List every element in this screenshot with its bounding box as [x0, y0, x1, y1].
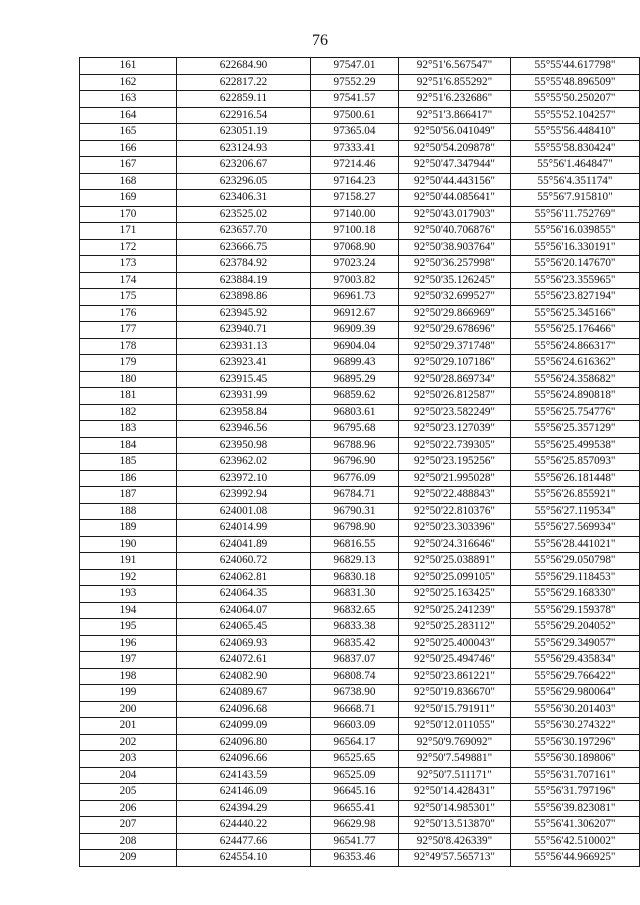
point-number-cell: 178	[80, 338, 177, 355]
x-coordinate-cell: 624146.09	[177, 784, 311, 801]
latitude-cell: 55°56'44.966925"	[511, 850, 640, 867]
y-coordinate-cell: 96629.98	[311, 817, 399, 834]
y-coordinate-cell: 96816.55	[311, 536, 399, 553]
y-coordinate-cell: 96603.09	[311, 718, 399, 735]
x-coordinate-cell: 623206.67	[177, 157, 311, 174]
y-coordinate-cell: 97333.41	[311, 140, 399, 157]
y-coordinate-cell: 96832.65	[311, 602, 399, 619]
table-row	[80, 784, 640, 801]
x-coordinate-cell: 623992.94	[177, 487, 311, 504]
point-number-cell: 181	[80, 388, 177, 405]
y-coordinate-cell: 96784.71	[311, 487, 399, 504]
latitude-cell: 55°56'24.616362"	[511, 355, 640, 372]
x-coordinate-cell: 623950.98	[177, 437, 311, 454]
longitude-cell: 92°50'54.209878"	[399, 140, 511, 157]
x-coordinate-cell: 624394.29	[177, 800, 311, 817]
point-number-cell: 206	[80, 800, 177, 817]
longitude-cell: 92°50'23.861221"	[399, 668, 511, 685]
point-number-cell: 176	[80, 305, 177, 322]
latitude-cell: 55°56'26.181448"	[511, 470, 640, 487]
longitude-cell: 92°50'38.903764"	[399, 239, 511, 256]
table-row	[80, 454, 640, 471]
point-number-cell: 189	[80, 520, 177, 537]
table-row	[80, 833, 640, 850]
latitude-cell: 55°56'25.499538"	[511, 437, 640, 454]
longitude-cell: 92°50'22.810376"	[399, 503, 511, 520]
longitude-cell: 92°50'13.513870"	[399, 817, 511, 834]
latitude-cell: 55°55'58.830424"	[511, 140, 640, 157]
point-number-cell: 179	[80, 355, 177, 372]
longitude-cell: 92°50'19.836670"	[399, 685, 511, 702]
longitude-cell: 92°50'15.791911"	[399, 701, 511, 718]
table-row	[80, 305, 640, 322]
x-coordinate-cell: 623946.56	[177, 421, 311, 438]
latitude-cell: 55°56'16.039855"	[511, 223, 640, 240]
longitude-cell: 92°50'24.316646"	[399, 536, 511, 553]
longitude-cell: 92°50'14.428431"	[399, 784, 511, 801]
longitude-cell: 92°51'6.855292"	[399, 74, 511, 91]
x-coordinate-cell: 624440.22	[177, 817, 311, 834]
y-coordinate-cell: 96790.31	[311, 503, 399, 520]
point-number-cell: 177	[80, 322, 177, 339]
x-coordinate-cell: 623525.02	[177, 206, 311, 223]
table-row	[80, 404, 640, 421]
x-coordinate-cell: 624001.08	[177, 503, 311, 520]
point-number-cell: 203	[80, 751, 177, 768]
x-coordinate-cell: 624554.10	[177, 850, 311, 867]
latitude-cell: 55°56'7.915810"	[511, 190, 640, 207]
table-row	[80, 569, 640, 586]
x-coordinate-cell: 624096.66	[177, 751, 311, 768]
table-row	[80, 586, 640, 603]
table-row	[80, 602, 640, 619]
x-coordinate-cell: 623296.05	[177, 173, 311, 190]
x-coordinate-cell: 624065.45	[177, 619, 311, 636]
point-number-cell: 182	[80, 404, 177, 421]
y-coordinate-cell: 96353.46	[311, 850, 399, 867]
latitude-cell: 55°56'31.797196"	[511, 784, 640, 801]
y-coordinate-cell: 97068.90	[311, 239, 399, 256]
longitude-cell: 92°50'44.443156"	[399, 173, 511, 190]
point-number-cell: 164	[80, 107, 177, 124]
point-number-cell: 175	[80, 289, 177, 306]
longitude-cell: 92°50'29.107186"	[399, 355, 511, 372]
y-coordinate-cell: 96909.39	[311, 322, 399, 339]
table-row	[80, 239, 640, 256]
longitude-cell: 92°51'3.866417"	[399, 107, 511, 124]
table-row	[80, 190, 640, 207]
table-row	[80, 388, 640, 405]
latitude-cell: 55°55'44.617798"	[511, 58, 640, 75]
x-coordinate-cell: 624477.66	[177, 833, 311, 850]
y-coordinate-cell: 96904.04	[311, 338, 399, 355]
table-row	[80, 734, 640, 751]
coordinates-table-body	[80, 58, 640, 867]
y-coordinate-cell: 96776.09	[311, 470, 399, 487]
x-coordinate-cell: 623962.02	[177, 454, 311, 471]
table-row	[80, 223, 640, 240]
latitude-cell: 55°56'23.355965"	[511, 272, 640, 289]
latitude-cell: 55°56'27.569934"	[511, 520, 640, 537]
longitude-cell: 92°50'25.400043"	[399, 635, 511, 652]
x-coordinate-cell: 622916.54	[177, 107, 311, 124]
table-row	[80, 850, 640, 867]
longitude-cell: 92°50'44.085641"	[399, 190, 511, 207]
y-coordinate-cell: 96798.90	[311, 520, 399, 537]
point-number-cell: 198	[80, 668, 177, 685]
point-number-cell: 190	[80, 536, 177, 553]
point-number-cell: 200	[80, 701, 177, 718]
x-coordinate-cell: 624096.80	[177, 734, 311, 751]
y-coordinate-cell: 96835.42	[311, 635, 399, 652]
x-coordinate-cell: 624096.68	[177, 701, 311, 718]
latitude-cell: 55°56'25.345166"	[511, 305, 640, 322]
x-coordinate-cell: 623931.99	[177, 388, 311, 405]
y-coordinate-cell: 97500.61	[311, 107, 399, 124]
y-coordinate-cell: 96525.65	[311, 751, 399, 768]
table-row	[80, 503, 640, 520]
point-number-cell: 172	[80, 239, 177, 256]
longitude-cell: 92°50'22.739305"	[399, 437, 511, 454]
point-number-cell: 194	[80, 602, 177, 619]
longitude-cell: 92°50'7.511171"	[399, 767, 511, 784]
x-coordinate-cell: 623406.31	[177, 190, 311, 207]
latitude-cell: 55°56'29.168330"	[511, 586, 640, 603]
latitude-cell: 55°56'1.464847"	[511, 157, 640, 174]
table-row	[80, 718, 640, 735]
longitude-cell: 92°50'36.257998"	[399, 256, 511, 273]
table-row	[80, 619, 640, 636]
table-row	[80, 520, 640, 537]
point-number-cell: 186	[80, 470, 177, 487]
latitude-cell: 55°55'56.448410"	[511, 124, 640, 141]
table-row	[80, 206, 640, 223]
point-number-cell: 167	[80, 157, 177, 174]
table-row	[80, 322, 640, 339]
y-coordinate-cell: 97023.24	[311, 256, 399, 273]
longitude-cell: 92°50'25.494746"	[399, 652, 511, 669]
y-coordinate-cell: 96738.90	[311, 685, 399, 702]
y-coordinate-cell: 96808.74	[311, 668, 399, 685]
longitude-cell: 92°50'43.017903"	[399, 206, 511, 223]
y-coordinate-cell: 96829.13	[311, 553, 399, 570]
point-number-cell: 169	[80, 190, 177, 207]
latitude-cell: 55°56'41.306207"	[511, 817, 640, 834]
longitude-cell: 92°50'25.163425"	[399, 586, 511, 603]
x-coordinate-cell: 623124.93	[177, 140, 311, 157]
latitude-cell: 55°56'29.118453"	[511, 569, 640, 586]
point-number-cell: 204	[80, 767, 177, 784]
point-number-cell: 188	[80, 503, 177, 520]
latitude-cell: 55°56'30.189806"	[511, 751, 640, 768]
longitude-cell: 92°50'25.038891"	[399, 553, 511, 570]
latitude-cell: 55°56'39.823081"	[511, 800, 640, 817]
x-coordinate-cell: 624082.90	[177, 668, 311, 685]
point-number-cell: 209	[80, 850, 177, 867]
longitude-cell: 92°50'23.127039"	[399, 421, 511, 438]
table-row	[80, 751, 640, 768]
table-row	[80, 107, 640, 124]
x-coordinate-cell: 622684.90	[177, 58, 311, 75]
longitude-cell: 92°50'23.582249"	[399, 404, 511, 421]
y-coordinate-cell: 96788.96	[311, 437, 399, 454]
latitude-cell: 55°56'27.119534"	[511, 503, 640, 520]
longitude-cell: 92°50'26.812587"	[399, 388, 511, 405]
table-row	[80, 553, 640, 570]
y-coordinate-cell: 97214.46	[311, 157, 399, 174]
latitude-cell: 55°56'29.766422"	[511, 668, 640, 685]
y-coordinate-cell: 97140.00	[311, 206, 399, 223]
point-number-cell: 170	[80, 206, 177, 223]
point-number-cell: 168	[80, 173, 177, 190]
latitude-cell: 55°56'29.980064"	[511, 685, 640, 702]
longitude-cell: 92°50'9.769092"	[399, 734, 511, 751]
y-coordinate-cell: 96564.17	[311, 734, 399, 751]
latitude-cell: 55°56'25.857093"	[511, 454, 640, 471]
y-coordinate-cell: 97164.23	[311, 173, 399, 190]
longitude-cell: 92°50'25.099105"	[399, 569, 511, 586]
table-row	[80, 800, 640, 817]
point-number-cell: 162	[80, 74, 177, 91]
x-coordinate-cell: 622859.11	[177, 91, 311, 108]
point-number-cell: 201	[80, 718, 177, 735]
latitude-cell: 55°55'50.250207"	[511, 91, 640, 108]
longitude-cell: 92°51'6.232686"	[399, 91, 511, 108]
y-coordinate-cell: 96912.67	[311, 305, 399, 322]
longitude-cell: 92°50'35.126245"	[399, 272, 511, 289]
y-coordinate-cell: 96803.61	[311, 404, 399, 421]
latitude-cell: 55°56'29.159378"	[511, 602, 640, 619]
x-coordinate-cell: 623931.13	[177, 338, 311, 355]
x-coordinate-cell: 622817.22	[177, 74, 311, 91]
longitude-cell: 92°50'40.706876"	[399, 223, 511, 240]
latitude-cell: 55°56'23.827194"	[511, 289, 640, 306]
table-row	[80, 74, 640, 91]
latitude-cell: 55°56'31.707161"	[511, 767, 640, 784]
y-coordinate-cell: 97158.27	[311, 190, 399, 207]
table-row	[80, 652, 640, 669]
table-row	[80, 272, 640, 289]
y-coordinate-cell: 97547.01	[311, 58, 399, 75]
point-number-cell: 202	[80, 734, 177, 751]
latitude-cell: 55°56'28.441021"	[511, 536, 640, 553]
y-coordinate-cell: 96831.30	[311, 586, 399, 603]
longitude-cell: 92°50'56.041049"	[399, 124, 511, 141]
point-number-cell: 195	[80, 619, 177, 636]
y-coordinate-cell: 96899.43	[311, 355, 399, 372]
y-coordinate-cell: 96668.71	[311, 701, 399, 718]
longitude-cell: 92°50'28.869734"	[399, 371, 511, 388]
table-row	[80, 487, 640, 504]
longitude-cell: 92°50'47.347944"	[399, 157, 511, 174]
point-number-cell: 187	[80, 487, 177, 504]
latitude-cell: 55°56'16.330191"	[511, 239, 640, 256]
table-row	[80, 355, 640, 372]
point-number-cell: 183	[80, 421, 177, 438]
table-row	[80, 817, 640, 834]
x-coordinate-cell: 623915.45	[177, 371, 311, 388]
table-row	[80, 421, 640, 438]
latitude-cell: 55°56'30.197296"	[511, 734, 640, 751]
x-coordinate-cell: 624041.89	[177, 536, 311, 553]
y-coordinate-cell: 97552.29	[311, 74, 399, 91]
point-number-cell: 173	[80, 256, 177, 273]
point-number-cell: 193	[80, 586, 177, 603]
point-number-cell: 163	[80, 91, 177, 108]
longitude-cell: 92°50'22.488843"	[399, 487, 511, 504]
longitude-cell: 92°50'23.303396"	[399, 520, 511, 537]
longitude-cell: 92°50'29.866969"	[399, 305, 511, 322]
latitude-cell: 55°56'25.357129"	[511, 421, 640, 438]
table-row	[80, 140, 640, 157]
y-coordinate-cell: 96859.62	[311, 388, 399, 405]
x-coordinate-cell: 623923.41	[177, 355, 311, 372]
x-coordinate-cell: 623884.19	[177, 272, 311, 289]
x-coordinate-cell: 624060.72	[177, 553, 311, 570]
y-coordinate-cell: 96525.09	[311, 767, 399, 784]
x-coordinate-cell: 624062.81	[177, 569, 311, 586]
longitude-cell: 92°50'25.283112"	[399, 619, 511, 636]
point-number-cell: 208	[80, 833, 177, 850]
x-coordinate-cell: 623945.92	[177, 305, 311, 322]
latitude-cell: 55°55'48.896509"	[511, 74, 640, 91]
point-number-cell: 192	[80, 569, 177, 586]
page-number: 76	[312, 32, 328, 49]
table-row	[80, 685, 640, 702]
point-number-cell: 180	[80, 371, 177, 388]
x-coordinate-cell: 624064.35	[177, 586, 311, 603]
x-coordinate-cell: 623784.92	[177, 256, 311, 273]
y-coordinate-cell: 96796.90	[311, 454, 399, 471]
latitude-cell: 55°56'26.855921"	[511, 487, 640, 504]
y-coordinate-cell: 96645.16	[311, 784, 399, 801]
x-coordinate-cell: 624072.61	[177, 652, 311, 669]
latitude-cell: 55°56'29.435834"	[511, 652, 640, 669]
table-row	[80, 767, 640, 784]
latitude-cell: 55°56'24.358682"	[511, 371, 640, 388]
table-row	[80, 371, 640, 388]
latitude-cell: 55°56'24.890818"	[511, 388, 640, 405]
point-number-cell: 161	[80, 58, 177, 75]
y-coordinate-cell: 96655.41	[311, 800, 399, 817]
x-coordinate-cell: 623972.10	[177, 470, 311, 487]
table-row	[80, 289, 640, 306]
longitude-cell: 92°49'57.565713"	[399, 850, 511, 867]
y-coordinate-cell: 96895.29	[311, 371, 399, 388]
table-row	[80, 437, 640, 454]
y-coordinate-cell: 97100.18	[311, 223, 399, 240]
longitude-cell: 92°50'14.985301"	[399, 800, 511, 817]
x-coordinate-cell: 624064.07	[177, 602, 311, 619]
latitude-cell: 55°56'42.510002"	[511, 833, 640, 850]
point-number-cell: 165	[80, 124, 177, 141]
y-coordinate-cell: 96541.77	[311, 833, 399, 850]
x-coordinate-cell: 624099.09	[177, 718, 311, 735]
coordinates-table	[79, 57, 640, 867]
x-coordinate-cell: 623051.19	[177, 124, 311, 141]
x-coordinate-cell: 623958.84	[177, 404, 311, 421]
x-coordinate-cell: 624143.59	[177, 767, 311, 784]
longitude-cell: 92°50'32.699527"	[399, 289, 511, 306]
latitude-cell: 55°56'4.351174"	[511, 173, 640, 190]
table-row	[80, 536, 640, 553]
latitude-cell: 55°56'29.204052"	[511, 619, 640, 636]
table-row	[80, 635, 640, 652]
y-coordinate-cell: 97003.82	[311, 272, 399, 289]
point-number-cell: 184	[80, 437, 177, 454]
table-row	[80, 58, 640, 75]
longitude-cell: 92°50'8.426339"	[399, 833, 511, 850]
x-coordinate-cell: 624089.67	[177, 685, 311, 702]
y-coordinate-cell: 96833.38	[311, 619, 399, 636]
longitude-cell: 92°50'29.678696"	[399, 322, 511, 339]
point-number-cell: 191	[80, 553, 177, 570]
x-coordinate-cell: 623666.75	[177, 239, 311, 256]
latitude-cell: 55°56'25.176466"	[511, 322, 640, 339]
y-coordinate-cell: 96961.73	[311, 289, 399, 306]
latitude-cell: 55°56'20.147670"	[511, 256, 640, 273]
y-coordinate-cell: 97541.57	[311, 91, 399, 108]
x-coordinate-cell: 623940.71	[177, 322, 311, 339]
y-coordinate-cell: 96837.07	[311, 652, 399, 669]
table-row	[80, 701, 640, 718]
x-coordinate-cell: 624069.93	[177, 635, 311, 652]
latitude-cell: 55°56'25.754776"	[511, 404, 640, 421]
latitude-cell: 55°55'52.104257"	[511, 107, 640, 124]
table-row	[80, 256, 640, 273]
x-coordinate-cell: 623657.70	[177, 223, 311, 240]
x-coordinate-cell: 624014.99	[177, 520, 311, 537]
longitude-cell: 92°50'21.995028"	[399, 470, 511, 487]
latitude-cell: 55°56'11.752769"	[511, 206, 640, 223]
point-number-cell: 166	[80, 140, 177, 157]
longitude-cell: 92°50'23.195256"	[399, 454, 511, 471]
latitude-cell: 55°56'24.866317"	[511, 338, 640, 355]
point-number-cell: 174	[80, 272, 177, 289]
table-row	[80, 668, 640, 685]
point-number-cell: 205	[80, 784, 177, 801]
point-number-cell: 171	[80, 223, 177, 240]
latitude-cell: 55°56'30.274322"	[511, 718, 640, 735]
y-coordinate-cell: 96830.18	[311, 569, 399, 586]
point-number-cell: 207	[80, 817, 177, 834]
longitude-cell: 92°51'6.567547"	[399, 58, 511, 75]
longitude-cell: 92°50'7.549881"	[399, 751, 511, 768]
y-coordinate-cell: 97365.04	[311, 124, 399, 141]
longitude-cell: 92°50'12.011055"	[399, 718, 511, 735]
point-number-cell: 185	[80, 454, 177, 471]
longitude-cell: 92°50'29.371748"	[399, 338, 511, 355]
latitude-cell: 55°56'29.349057"	[511, 635, 640, 652]
table-row	[80, 338, 640, 355]
point-number-cell: 197	[80, 652, 177, 669]
table-row	[80, 91, 640, 108]
y-coordinate-cell: 96795.68	[311, 421, 399, 438]
table-row	[80, 470, 640, 487]
latitude-cell: 55°56'29.050798"	[511, 553, 640, 570]
latitude-cell: 55°56'30.201403"	[511, 701, 640, 718]
point-number-cell: 196	[80, 635, 177, 652]
x-coordinate-cell: 623898.86	[177, 289, 311, 306]
table-row	[80, 157, 640, 174]
point-number-cell: 199	[80, 685, 177, 702]
table-row	[80, 173, 640, 190]
longitude-cell: 92°50'25.241239"	[399, 602, 511, 619]
table-row	[80, 124, 640, 141]
